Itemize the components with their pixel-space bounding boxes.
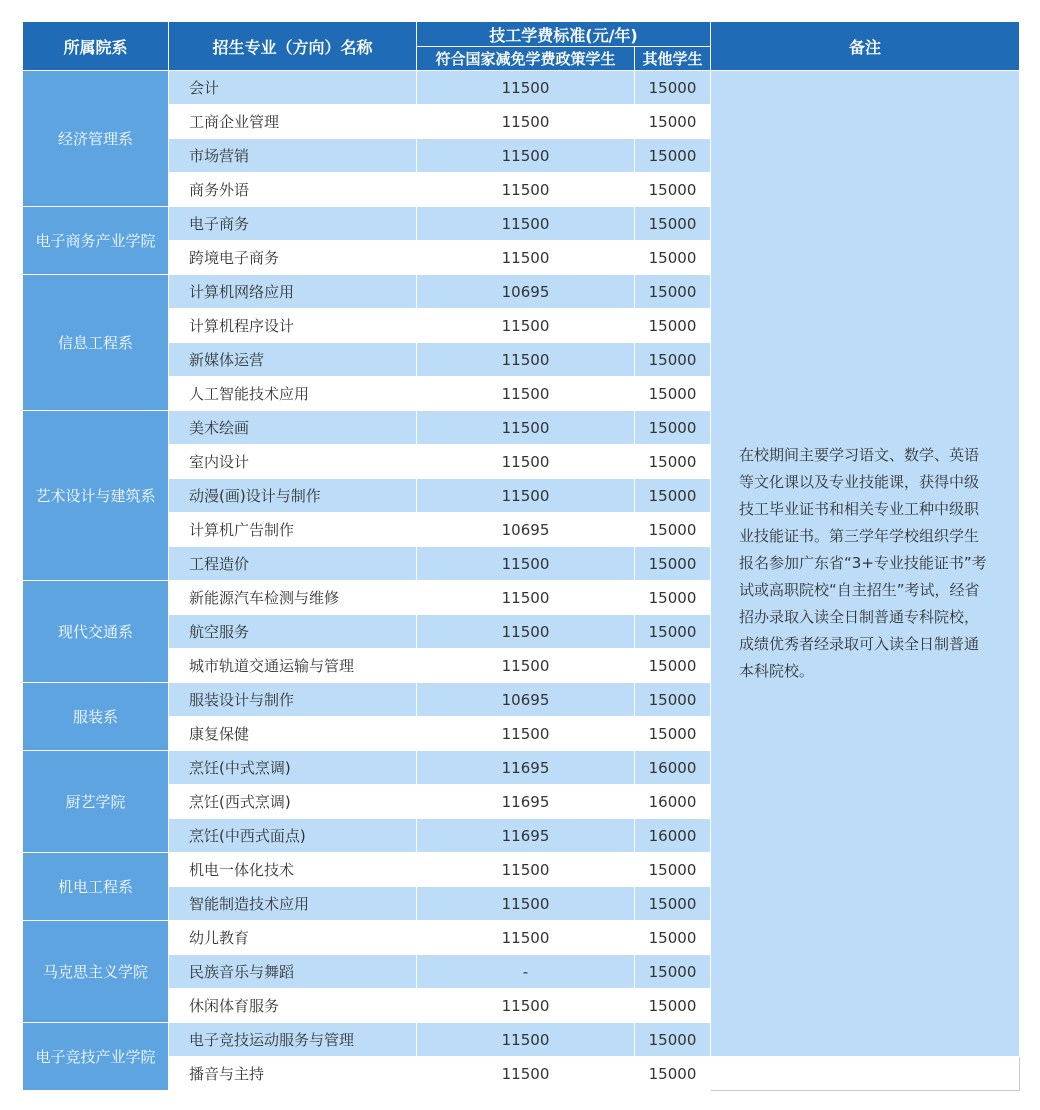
fee-table xyxy=(22,21,1020,1091)
fee-other-cell: 15000 xyxy=(635,309,711,343)
fee-policy-cell: 11695 xyxy=(417,785,635,819)
major-name-cell: 动漫(画)设计与制作 xyxy=(169,479,417,513)
fee-policy-cell: 11500 xyxy=(417,377,635,411)
remark-empty-cell xyxy=(711,1057,1020,1091)
major-name-cell: 康复保健 xyxy=(169,717,417,751)
fee-policy-cell: 10695 xyxy=(417,513,635,547)
major-name-cell: 电子商务 xyxy=(169,207,417,241)
fee-other-cell: 15000 xyxy=(635,71,711,105)
major-name-cell: 电子竞技运动服务与管理 xyxy=(169,1023,417,1057)
fee-other-cell: 15000 xyxy=(635,1023,711,1057)
fee-other-cell: 15000 xyxy=(635,479,711,513)
fee-other-cell: 15000 xyxy=(635,207,711,241)
fee-policy-cell: 11500 xyxy=(417,989,635,1023)
major-name-cell: 机电一体化技术 xyxy=(169,853,417,887)
fee-policy-cell: 10695 xyxy=(417,275,635,309)
header-row xyxy=(23,22,1020,47)
major-name-cell: 休闲体育服务 xyxy=(169,989,417,1023)
fee-other-cell: 15000 xyxy=(635,377,711,411)
fee-policy-cell: 11500 xyxy=(417,207,635,241)
fee-policy-cell: 11500 xyxy=(417,1023,635,1057)
fee-policy-cell: 11500 xyxy=(417,547,635,581)
fee-policy-cell: 11500 xyxy=(417,139,635,173)
fee-other-cell: 15000 xyxy=(635,343,711,377)
department-cell: 机电工程系 xyxy=(23,853,169,921)
major-name-cell: 跨境电子商务 xyxy=(169,241,417,275)
fee-policy-cell: 11500 xyxy=(417,343,635,377)
fee-policy-cell: 11500 xyxy=(417,309,635,343)
major-name-cell: 烹饪(中式烹调) xyxy=(169,751,417,785)
fee-other-cell: 15000 xyxy=(635,105,711,139)
department-cell: 马克思主义学院 xyxy=(23,921,169,1023)
fee-other-cell: 15000 xyxy=(635,513,711,547)
header-dept: 所属院系 xyxy=(23,22,169,71)
fee-other-cell: 15000 xyxy=(635,139,711,173)
major-name-cell: 计算机网络应用 xyxy=(169,275,417,309)
major-name-cell: 会计 xyxy=(169,71,417,105)
fee-other-cell: 15000 xyxy=(635,173,711,207)
department-cell: 电子竞技产业学院 xyxy=(23,1023,169,1091)
department-cell: 厨艺学院 xyxy=(23,751,169,853)
fee-other-cell: 15000 xyxy=(635,955,711,989)
fee-table-container xyxy=(22,21,1019,1091)
major-name-cell: 民族音乐与舞蹈 xyxy=(169,955,417,989)
header-fee-other: 其他学生 xyxy=(635,47,711,71)
department-cell: 服装系 xyxy=(23,683,169,751)
fee-other-cell: 15000 xyxy=(635,717,711,751)
major-name-cell: 计算机广告制作 xyxy=(169,513,417,547)
fee-other-cell: 15000 xyxy=(635,581,711,615)
header-remark: 备注 xyxy=(711,22,1020,71)
fee-policy-cell: - xyxy=(417,955,635,989)
table-row xyxy=(23,1057,1020,1091)
fee-other-cell: 15000 xyxy=(635,411,711,445)
major-name-cell: 播音与主持 xyxy=(169,1057,417,1091)
fee-policy-cell: 11500 xyxy=(417,479,635,513)
fee-policy-cell: 11500 xyxy=(417,615,635,649)
major-name-cell: 烹饪(中西式面点) xyxy=(169,819,417,853)
fee-other-cell: 15000 xyxy=(635,683,711,717)
fee-other-cell: 15000 xyxy=(635,615,711,649)
department-cell: 信息工程系 xyxy=(23,275,169,411)
fee-policy-cell: 11695 xyxy=(417,819,635,853)
major-name-cell: 新能源汽车检测与维修 xyxy=(169,581,417,615)
fee-other-cell: 15000 xyxy=(635,445,711,479)
fee-policy-cell: 11695 xyxy=(417,751,635,785)
major-name-cell: 室内设计 xyxy=(169,445,417,479)
major-name-cell: 美术绘画 xyxy=(169,411,417,445)
fee-policy-cell: 11500 xyxy=(417,649,635,683)
header-major: 招生专业（方向）名称 xyxy=(169,22,417,71)
table-row xyxy=(23,71,1020,105)
fee-other-cell: 15000 xyxy=(635,921,711,955)
fee-other-cell: 15000 xyxy=(635,853,711,887)
fee-policy-cell: 11500 xyxy=(417,105,635,139)
fee-other-cell: 15000 xyxy=(635,547,711,581)
fee-policy-cell: 11500 xyxy=(417,717,635,751)
remark-cell: 在校期间主要学习语文、数学、英语等文化课以及专业技能课，获得中级技工毕业证书和相关专业工种中级职业技能证书。第三学年学校组织学生报名参加广东省“3+专业技能证书”考试或高职院校“自主招生”考试，经省招办录取入读全日制普通专科院校，成绩优秀者经录取可入读全日制普通本科院校。 xyxy=(711,71,1020,1057)
fee-policy-cell: 11500 xyxy=(417,241,635,275)
header-fee-group: 技工学费标准(元/年) xyxy=(417,22,711,47)
major-name-cell: 工商企业管理 xyxy=(169,105,417,139)
major-name-cell: 城市轨道交通运输与管理 xyxy=(169,649,417,683)
major-name-cell: 航空服务 xyxy=(169,615,417,649)
fee-policy-cell: 11500 xyxy=(417,445,635,479)
department-cell: 艺术设计与建筑系 xyxy=(23,411,169,581)
fee-other-cell: 15000 xyxy=(635,1057,711,1091)
major-name-cell: 工程造价 xyxy=(169,547,417,581)
fee-policy-cell: 11500 xyxy=(417,1057,635,1091)
major-name-cell: 商务外语 xyxy=(169,173,417,207)
fee-policy-cell: 11500 xyxy=(417,921,635,955)
fee-other-cell: 16000 xyxy=(635,819,711,853)
fee-other-cell: 15000 xyxy=(635,275,711,309)
major-name-cell: 新媒体运营 xyxy=(169,343,417,377)
department-cell: 电子商务产业学院 xyxy=(23,207,169,275)
major-name-cell: 市场营销 xyxy=(169,139,417,173)
fee-other-cell: 16000 xyxy=(635,785,711,819)
fee-other-cell: 15000 xyxy=(635,241,711,275)
fee-policy-cell: 10695 xyxy=(417,683,635,717)
fee-policy-cell: 11500 xyxy=(417,411,635,445)
major-name-cell: 智能制造技术应用 xyxy=(169,887,417,921)
fee-other-cell: 15000 xyxy=(635,887,711,921)
fee-policy-cell: 11500 xyxy=(417,887,635,921)
major-name-cell: 烹饪(西式烹调) xyxy=(169,785,417,819)
fee-policy-cell: 11500 xyxy=(417,173,635,207)
fee-table-body xyxy=(23,71,1020,1091)
fee-policy-cell: 11500 xyxy=(417,71,635,105)
major-name-cell: 幼儿教育 xyxy=(169,921,417,955)
fee-other-cell: 15000 xyxy=(635,989,711,1023)
fee-policy-cell: 11500 xyxy=(417,853,635,887)
header-fee-policy: 符合国家减免学费政策学生 xyxy=(417,47,635,71)
major-name-cell: 计算机程序设计 xyxy=(169,309,417,343)
major-name-cell: 服装设计与制作 xyxy=(169,683,417,717)
fee-other-cell: 15000 xyxy=(635,649,711,683)
department-cell: 现代交通系 xyxy=(23,581,169,683)
fee-policy-cell: 11500 xyxy=(417,581,635,615)
major-name-cell: 人工智能技术应用 xyxy=(169,377,417,411)
fee-other-cell: 16000 xyxy=(635,751,711,785)
department-cell: 经济管理系 xyxy=(23,71,169,207)
